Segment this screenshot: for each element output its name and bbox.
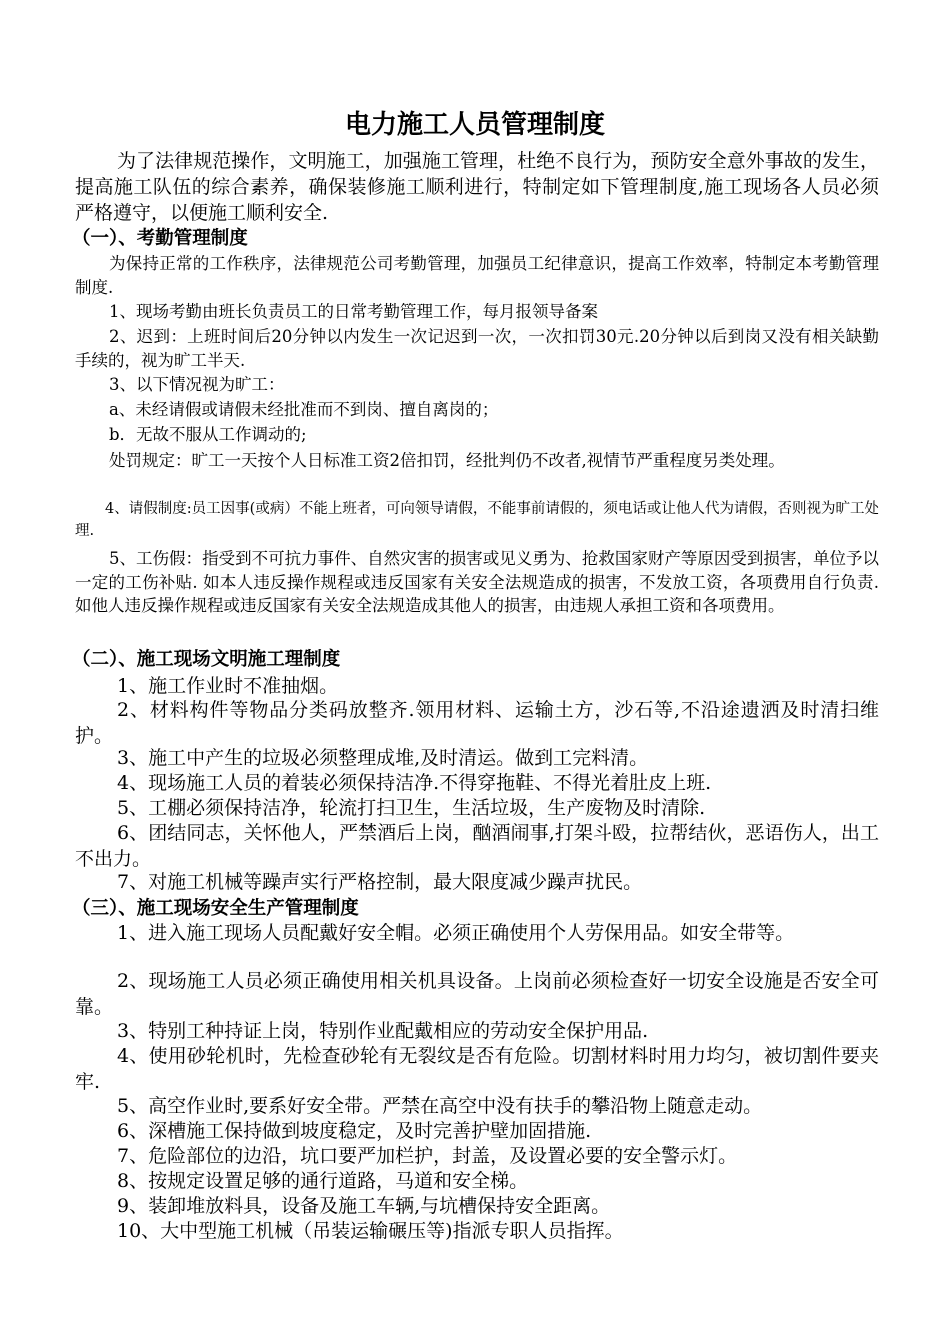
attendance-item-1: 1、现场考勤由班长负责员工的日常考勤管理工作，每月报领导备案: [109, 302, 598, 321]
safety-item-7: 7、危险部位的边沿，坑口要严加栏护，封盖，及设置必要的安全警示灯。: [117, 1145, 738, 1167]
attendance-item-4-leave: 4、请假制度:员工因事(或病）不能上班者，可向领导请假，不能事前请假的，须电话或让他人代为请假，否则视为旷工处理.: [75, 501, 879, 539]
attendance-item-3: 3、以下情况视为旷工：: [109, 375, 285, 394]
attendance-item-3a: a、未经请假或请假未经批准而不到岗、擅自离岗的；: [109, 400, 499, 419]
intro-paragraph: 为了法律规范操作，文明施工，加强施工管理，杜绝不良行为，预防安全意外事故的发生，提高施工队伍的综合素养，确保装修施工顺利进行，特制定如下管理制度,施工现场各人员必须严格遵守，以便施工顺利安全.: [75, 150, 879, 224]
civilized-item-7: 7、对施工机械等躁声实行严格控制，最大限度减少躁声扰民。: [117, 871, 643, 893]
attendance-item-3b: b．无故不服从工作调动的;: [109, 425, 307, 444]
attendance-item-5-injury: 5、工伤假：指受到不可抗力事件、自然灾害的损害或见义勇为、抢救国家财产等原因受到损害，单位予以一定的工伤补贴. 如本人违反操作规程或违反国家有关安全法规造成的损害，不发放工资，各项费用自行负责. 如他人违反操作规程或违反国家有关安全法规造成其他人的损害，由违规人承担工资和各项费用。: [75, 549, 879, 615]
safety-item-9: 9、装卸堆放料具，设备及施工车辆,与坑槽保持安全距离。: [117, 1195, 611, 1217]
attendance-item-2: 2、迟到：上班时间后20分钟以内发生一次记迟到一次，一次扣罚30元.20分钟以后到岗又没有相关缺勤手续的，视为旷工半天.: [75, 327, 879, 370]
civilized-item-2: 2、材料构件等物品分类码放整齐.领用材料、运输土方，沙石等,不沿途遗洒及时清扫维护。: [75, 699, 879, 747]
safety-item-6: 6、深槽施工保持做到坡度稳定，及时完善护壁加固措施.: [117, 1120, 592, 1142]
civilized-item-6: 6、团结同志，关怀他人，严禁酒后上岗，酗酒闹事,打架斗殴，拉帮结伙，恶语伤人，出工不出力。: [75, 822, 879, 870]
safety-item-10: 10、大中型施工机械（吊装运输碾压等)指派专职人员指挥。: [117, 1220, 624, 1242]
safety-item-1: 1、进入施工现场人员配戴好安全帽。必须正确使用个人劳保用品。如安全带等。: [117, 922, 795, 944]
section-heading-safety: （三）、施工现场安全生产管理制度: [72, 898, 359, 919]
safety-item-2: 2、现场施工人员必须正确使用相关机具设备。上岗前必须检查好一切安全设施是否安全可靠。: [75, 970, 879, 1018]
section-heading-attendance: （一）、考勤管理制度: [72, 228, 248, 249]
document-title: 电力施工人员管理制度: [344, 110, 605, 140]
safety-item-3: 3、特别工种持证上岗，特别作业配戴相应的劳动安全保护用品.: [117, 1020, 649, 1042]
civilized-item-5: 5、工棚必须保持洁净，轮流打扫卫生，生活垃圾，生产废物及时清除.: [117, 797, 706, 819]
attendance-penalty: 处罚规定：旷工一天按个人日标准工资2倍扣罚，经批判仍不改者,视情节严重程度另类处理。: [109, 451, 785, 470]
safety-item-5: 5、高空作业时,要系好安全带。严禁在高空中没有扶手的攀沿物上随意走动。: [117, 1095, 763, 1117]
safety-item-8: 8、按规定设置足够的通行道路，马道和安全梯。: [117, 1170, 529, 1192]
attendance-purpose: 为保持正常的工作秩序，法律规范公司考勤管理，加强员工纪律意识，提高工作效率，特制定本考勤管理制度.: [75, 254, 879, 297]
civilized-item-3: 3、施工中产生的垃圾必须整理成堆,及时清运。做到工完料清。: [117, 747, 649, 769]
civilized-item-1: 1、施工作业时不准抽烟。: [117, 675, 339, 697]
safety-item-4: 4、使用砂轮机时，先检查砂轮有无裂纹是否有危险。切割材料时用力均匀，被切割件要夹牢.: [75, 1045, 879, 1093]
civilized-item-4: 4、现场施工人员的着装必须保持洁净.不得穿拖鞋、不得光着肚皮上班.: [117, 772, 712, 794]
section-heading-civilized: （二）、施工现场文明施工理制度: [72, 649, 341, 670]
